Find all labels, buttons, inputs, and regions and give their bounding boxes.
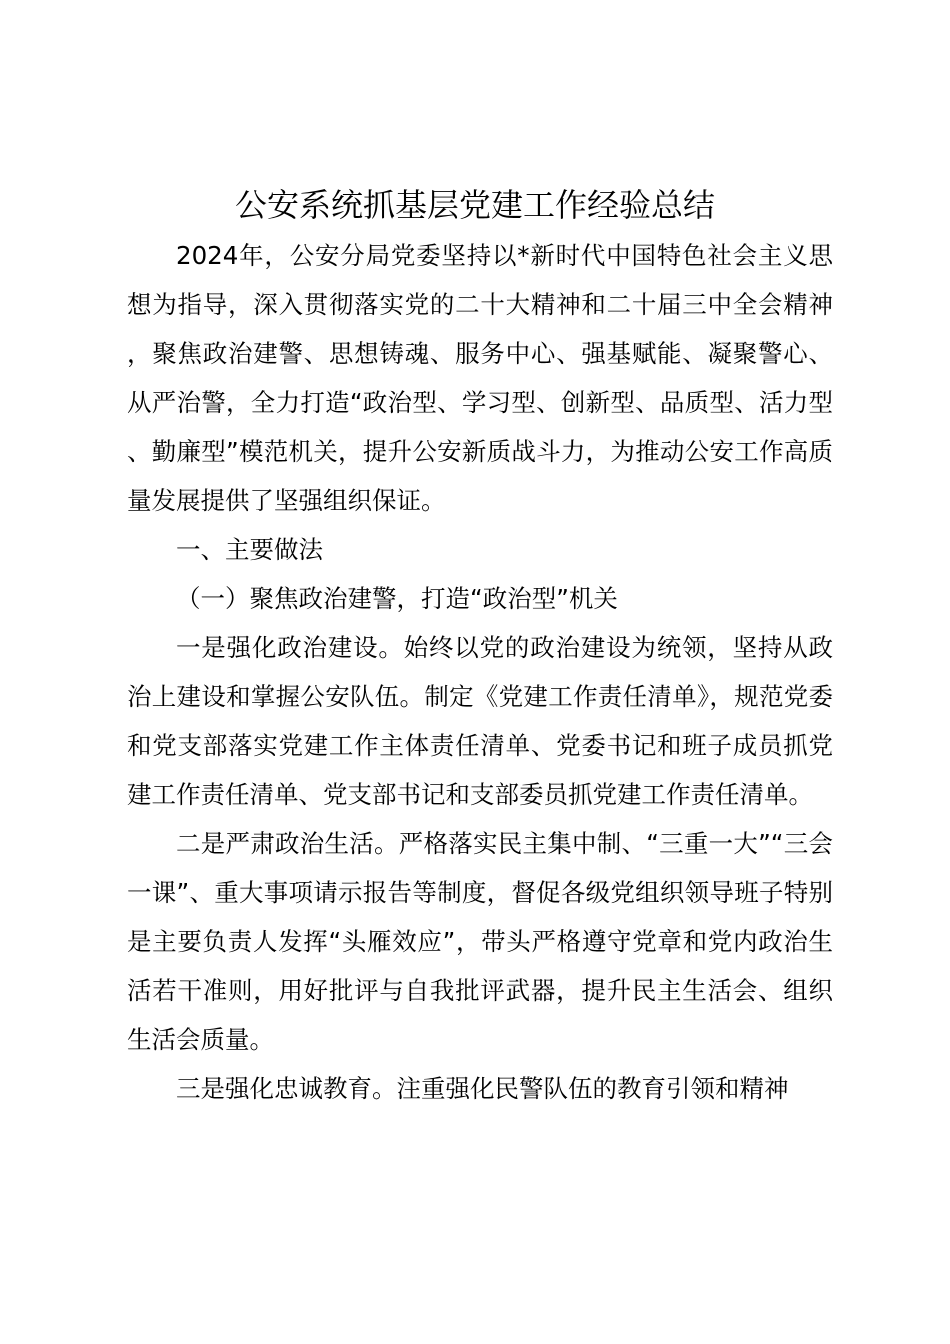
intro-paragraph: 2024年，公安分局党委坚持以*新时代中国特色社会主义思想为指导，深入贯彻落实党的二十大精神和二十届三中全会精神，聚焦政治建警、思想铸魂、服务中心、强基赋能、凝聚警心、从严治警，全力打造“政治型、学习型、创新型、品质型、活力型、勤廉型”模范机关，提升公安新质战斗力，为推动公安工作高质量发展提供了坚强组织保证。 — [127, 241, 833, 515]
body-paragraph: 三是强化忠诚教育。注重强化民警队伍的教育引领和精神 — [176, 1074, 789, 1103]
body-paragraph: 二是严肃政治生活。严格落实民主集中制、“三重一大”“三会一课”、重大事项请示报告等制度，督促各级党组织领导班子特别是主要负责人发挥“头雁效应”，带头严格遵守党章和党内政治生活若干准则，用好批评与自我批评武器，提升民主生活会、组织生活会质量。 — [127, 829, 833, 1054]
document-title: 公安系统抓基层党建工作经验总结 — [234, 186, 715, 224]
document-body — [127, 231, 833, 1113]
subsection-heading: （一）聚焦政治建警，打造“政治型”机关 — [176, 584, 618, 613]
section-heading: 一、主要做法 — [176, 535, 323, 564]
body-paragraph: 一是强化政治建设。始终以党的政治建设为统领，坚持从政治上建设和掌握公安队伍。制定《党建工作责任清单》，规范党委和党支部落实党建工作主体责任清单、党委书记和班子成员抓党建工作责任清单、党支部书记和支部委员抓党建工作责任清单。 — [127, 633, 833, 809]
